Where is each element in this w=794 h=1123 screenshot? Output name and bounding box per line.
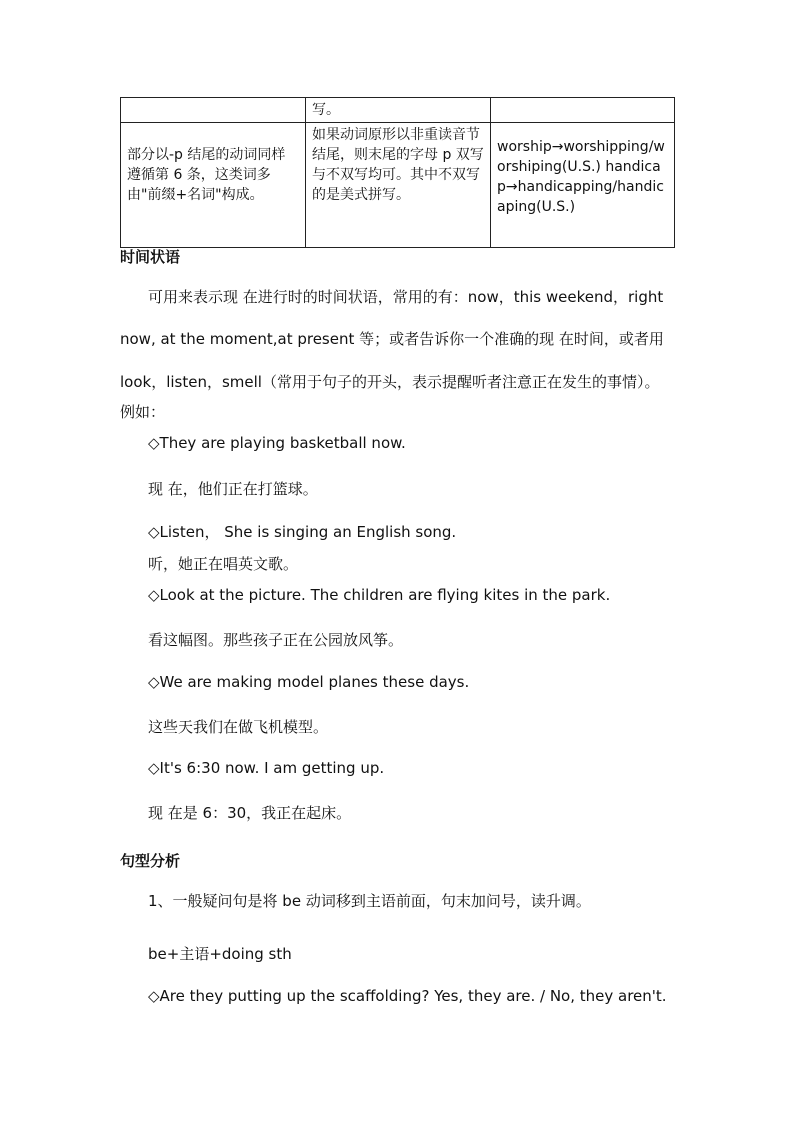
table-cell: 写。 — [306, 98, 491, 123]
paragraph-line: now, at the moment,at present 等；或者告诉你一个准确的现 在时间，或者用 — [120, 330, 664, 348]
paragraph-line: 例如： — [120, 403, 166, 421]
table-row — [121, 123, 675, 248]
table-cell: 如果动词原形以非重读音节结尾，则末尾的字母 p 双写与不双写均可。其中不双写的是美式拼写。 — [306, 123, 491, 248]
example-chinese: 听，她正在唱英文歌。 — [148, 555, 299, 573]
example-english: ◇We are making model planes these days. — [148, 673, 470, 691]
example-english: ◇Are they putting up the scaffolding? Yes, they are. / No, they aren't. — [148, 987, 667, 1005]
table-row — [121, 98, 675, 123]
example-english: ◇Listen， She is singing an English song. — [148, 523, 457, 541]
paragraph-line: 可用来表示现 在进行时的时间状语，常用的有：now，this weekend，right — [148, 288, 664, 306]
example-english: ◇It's 6:30 now. I am getting up. — [148, 759, 385, 777]
section-heading-time-adverbials: 时间状语 — [120, 248, 181, 266]
rule-item: 1、一般疑问句是将 be 动词移到主语前面，句末加问号，读升调。 — [148, 892, 591, 910]
spelling-rules-table — [120, 97, 675, 248]
paragraph-line: look，listen，smell（常用于句子的开头，表示提醒听者注意正在发生的事情）。 — [120, 373, 660, 391]
example-english: ◇Look at the picture. The children are flying kites in the park. — [148, 586, 611, 604]
example-chinese: 这些天我们在做飞机模型。 — [148, 718, 329, 736]
table-cell: 部分以-p 结尾的动词同样遵循第 6 条，这类词多由"前缀+名词"构成。 — [121, 123, 306, 248]
example-chinese: 现 在是 6：30，我正在起床。 — [148, 804, 352, 822]
formula-text: be+主语+doing sth — [148, 945, 292, 963]
example-english: ◇They are playing basketball now. — [148, 434, 406, 452]
table-cell — [121, 98, 306, 123]
example-chinese: 现 在，他们正在打篮球。 — [148, 480, 318, 498]
table-cell — [491, 98, 675, 123]
table-cell: worship→worshipping/worshiping(U.S.) handicap→handicapping/handicaping(U.S.) — [491, 123, 675, 248]
example-chinese: 看这幅图。那些孩子正在公园放风筝。 — [148, 631, 404, 649]
section-heading-sentence-analysis: 句型分析 — [120, 852, 181, 870]
